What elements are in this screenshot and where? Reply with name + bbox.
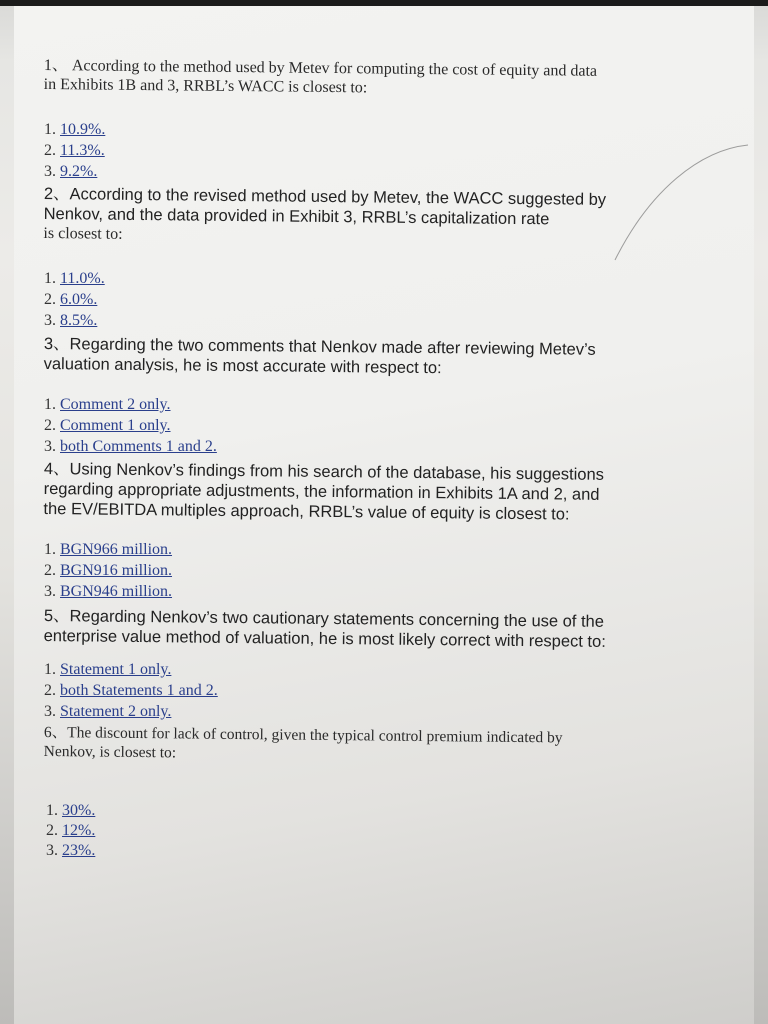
question-2-line-3: is closest to: (43, 224, 123, 243)
option-4-3[interactable] (44, 583, 172, 601)
question-2 (43, 184, 606, 249)
option-2-3[interactable] (44, 312, 97, 330)
option-number: 2. (44, 142, 56, 159)
option-number: 3. (44, 438, 56, 455)
question-6-line-1: 6、The discount for lack of control, given the typical control premium indicated by (43, 723, 563, 747)
option-link[interactable]: Comment 1 only. (60, 417, 171, 434)
question-3 (44, 334, 596, 380)
option-6-2[interactable] (46, 822, 95, 840)
option-3-3[interactable] (44, 438, 217, 456)
option-number: 1. (44, 661, 56, 678)
option-number: 1. (44, 270, 56, 287)
option-6-3[interactable] (46, 842, 95, 860)
option-2-1[interactable] (44, 270, 105, 288)
option-5-3[interactable] (44, 703, 171, 721)
option-number: 3. (44, 703, 56, 720)
option-link[interactable]: 11.3%. (60, 142, 105, 159)
option-link[interactable]: 8.5%. (60, 312, 98, 329)
question-3-line-2: valuation analysis, he is most accurate with respect to: (43, 354, 442, 378)
option-1-1[interactable] (44, 121, 105, 139)
option-link[interactable]: Statement 1 only. (60, 661, 172, 678)
option-link[interactable]: both Statements 1 and 2. (60, 682, 218, 699)
option-number: 2. (44, 682, 56, 699)
question-6 (44, 723, 563, 766)
option-number: 1. (44, 541, 56, 558)
option-link[interactable]: BGN916 million. (60, 562, 173, 579)
option-link[interactable]: 9.2%. (60, 163, 98, 180)
option-5-2[interactable] (44, 682, 218, 700)
question-4-line-1: 4、Using Nenkov’s findings from his search of the database, his suggestions (43, 459, 605, 484)
option-link[interactable]: BGN966 million. (60, 541, 173, 558)
option-2-2[interactable] (44, 291, 97, 309)
question-4-line-2: regarding appropriate adjustments, the information in Exhibits 1A and 2, and (43, 479, 600, 504)
option-number: 3. (46, 842, 58, 859)
option-number: 2. (44, 417, 56, 434)
question-2-line-1: 2、According to the revised method used by Metev, the WACC suggested by (43, 184, 607, 209)
option-number: 1. (44, 396, 56, 413)
question-6-line-2: Nenkov, is closest to: (43, 742, 177, 762)
option-3-2[interactable] (44, 417, 171, 435)
question-2-line-2: Nenkov, and the data provided in Exhibit 3, RRBL’s capitalization rate (43, 204, 550, 229)
option-number: 3. (44, 163, 56, 180)
option-3-1[interactable] (44, 396, 171, 414)
option-link[interactable]: Comment 2 only. (60, 396, 171, 413)
option-5-1[interactable] (44, 661, 171, 679)
question-1 (44, 56, 598, 100)
option-link[interactable]: 23%. (62, 842, 96, 859)
question-4-line-3: the EV/EBITDA multiples approach, RRBL’s value of equity is closest to: (43, 499, 570, 524)
option-link[interactable]: Statement 2 only. (60, 703, 172, 720)
question-5 (44, 606, 607, 652)
option-4-2[interactable] (44, 562, 172, 580)
option-link[interactable]: 10.9%. (60, 121, 106, 138)
question-4 (43, 459, 604, 525)
option-number: 3. (44, 312, 56, 329)
option-link[interactable]: 11.0%. (60, 270, 105, 287)
question-3-line-1: 3、Regarding the two comments that Nenkov made after reviewing Metev’s (43, 334, 596, 359)
question-5-line-2: enterprise value method of valuation, he is most likely correct with respect to: (43, 626, 606, 651)
option-link[interactable]: BGN946 million. (60, 583, 173, 600)
option-number: 3. (44, 583, 56, 600)
option-1-3[interactable] (44, 163, 97, 181)
option-link[interactable]: 30%. (62, 802, 96, 819)
option-number: 2. (44, 562, 56, 579)
option-number: 2. (46, 822, 58, 839)
option-number: 1. (46, 802, 58, 819)
question-5-line-1: 5、Regarding Nenkov’s two cautionary statements concerning the use of the (43, 606, 605, 631)
option-6-1[interactable] (46, 802, 95, 820)
option-number: 2. (44, 291, 56, 308)
question-1-line-2: in Exhibits 1B and 3, RRBL’s WACC is closest to: (43, 75, 368, 97)
option-link[interactable]: both Comments 1 and 2. (60, 438, 217, 455)
option-number: 1. (44, 121, 56, 138)
option-4-1[interactable] (44, 541, 172, 559)
option-link[interactable]: 6.0%. (60, 291, 98, 308)
option-1-2[interactable] (44, 142, 105, 160)
question-1-line-1: 1、 According to the method used by Metev for computing the cost of equity and data (43, 56, 598, 80)
option-link[interactable]: 12%. (62, 822, 96, 839)
